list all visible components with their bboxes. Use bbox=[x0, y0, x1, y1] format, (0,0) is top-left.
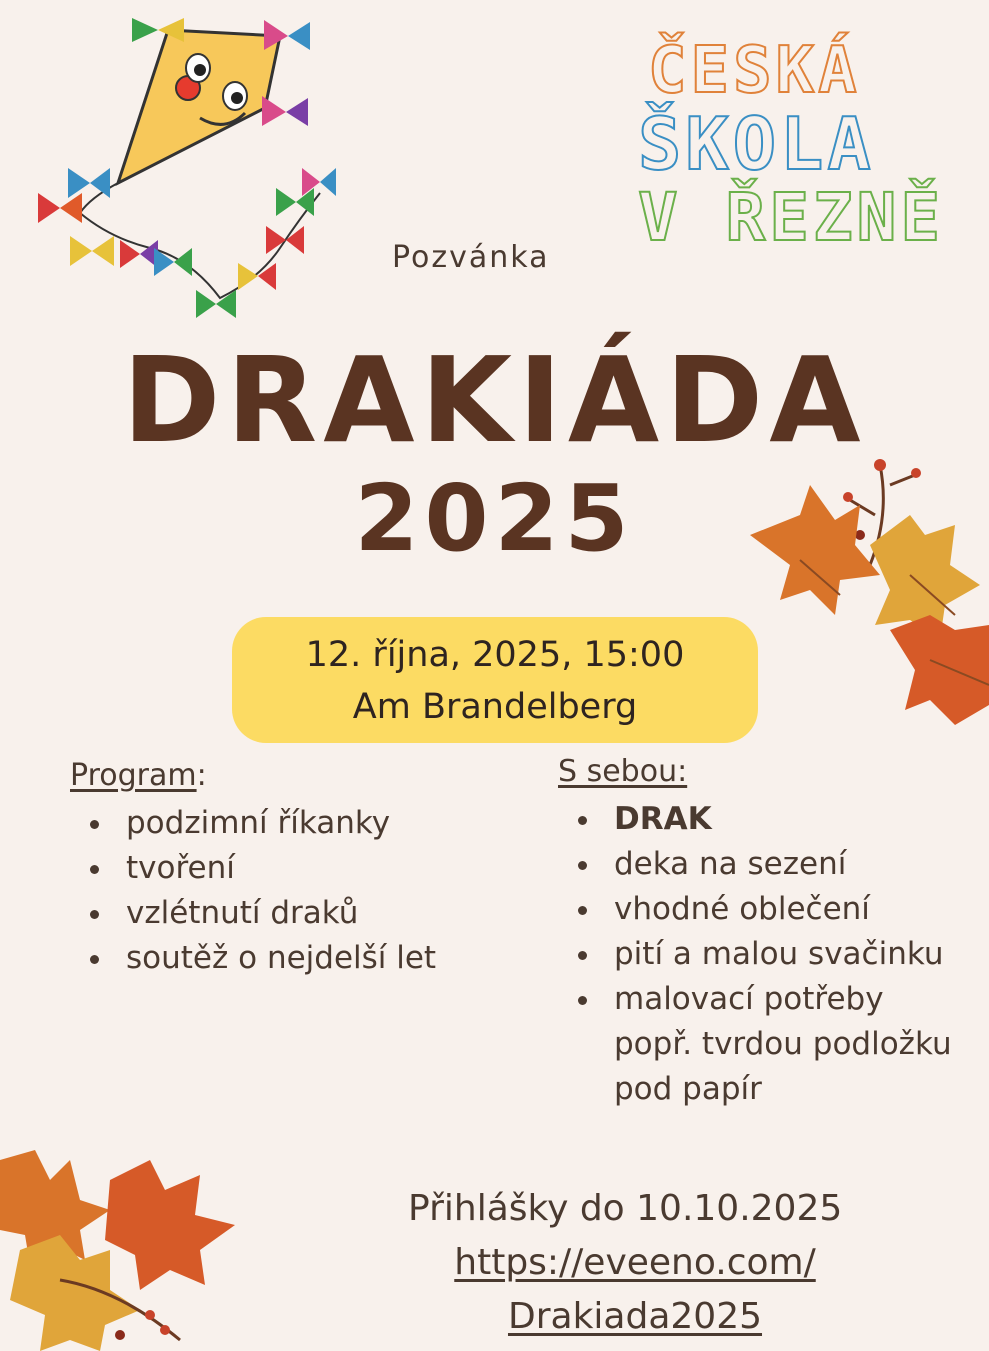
page-title: DRAKIÁDA bbox=[122, 331, 867, 469]
registration-link-continued[interactable]: Drakiada2025 bbox=[507, 1296, 763, 1337]
list-item: deka na sezení bbox=[558, 842, 958, 887]
school-logo bbox=[628, 14, 958, 274]
logo-line-3: V ŘEZNĚ bbox=[638, 179, 945, 256]
invite-label: Pozvánka bbox=[392, 240, 550, 275]
list-item: pití a malou svačinku bbox=[558, 932, 958, 977]
program-heading bbox=[70, 758, 207, 793]
bring-heading: S sebou: bbox=[558, 754, 688, 789]
autumn-leaves-right bbox=[740, 455, 989, 745]
logo-line-1: ČESKÁ bbox=[648, 34, 861, 108]
event-year: 2025 bbox=[354, 465, 635, 572]
list-item: vhodné oblečení bbox=[558, 887, 958, 932]
kite-illustration bbox=[30, 8, 350, 338]
list-item: DRAK bbox=[558, 797, 958, 842]
program-heading-colon: : bbox=[196, 758, 207, 793]
logo-line-2: ŠKOLA bbox=[638, 102, 875, 186]
registration-link[interactable]: https://eveeno.com/ bbox=[454, 1242, 816, 1283]
list-item: tvoření bbox=[70, 846, 490, 891]
bring-list bbox=[558, 797, 958, 1112]
event-details-box bbox=[232, 617, 758, 743]
list-item: malovací potřeby popř. tvrdou podložku pod papír bbox=[558, 977, 958, 1112]
list-item: soutěž o nejdelší let bbox=[70, 936, 490, 981]
program-list bbox=[70, 801, 490, 981]
event-datetime: 12. října, 2025, 15:00 bbox=[305, 635, 685, 675]
list-item: vzlétnutí draků bbox=[70, 891, 490, 936]
list-item: podzimní říkanky bbox=[70, 801, 490, 846]
program-heading-label: Program bbox=[70, 758, 197, 793]
event-location: Am Brandelberg bbox=[352, 687, 638, 727]
registration-text: Přihlášky do 10.10.2025 bbox=[408, 1188, 843, 1229]
